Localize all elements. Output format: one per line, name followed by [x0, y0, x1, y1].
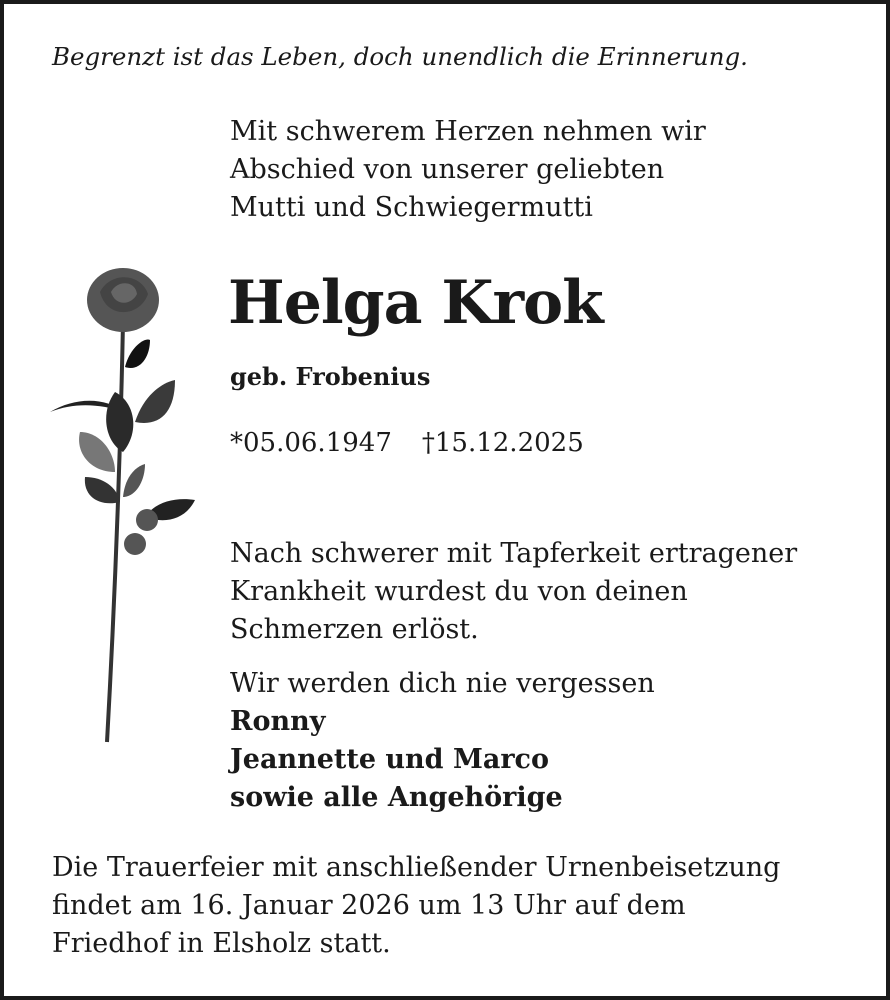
life-dates	[230, 428, 584, 458]
funeral-line: Friedhof in Elsholz statt.	[52, 928, 391, 959]
mourner: Ronny	[230, 706, 326, 737]
illness-line: Schmerzen erlöst.	[230, 614, 479, 645]
death-date: †15.12.2025	[421, 428, 584, 458]
motto: Begrenzt ist das Leben, doch unendlich die Erinnerung.	[52, 42, 748, 71]
intro-line: Mutti und Schwiegermutti	[230, 192, 593, 223]
funeral-line: Die Trauerfeier mit anschließender Urnenbeisetzung	[52, 852, 781, 883]
mourner: sowie alle Angehörige	[230, 782, 563, 813]
illness-line: Krankheit wurdest du von deinen	[230, 576, 688, 607]
illness-text	[230, 535, 797, 649]
rose-icon	[45, 262, 205, 752]
illness-line: Nach schwerer mit Tapferkeit ertragener	[230, 538, 798, 569]
intro-text	[230, 113, 706, 227]
mourner: Jeannette und Marco	[230, 744, 550, 775]
funeral-info	[52, 849, 780, 963]
intro-line: Abschied von unserer geliebten	[230, 154, 665, 185]
funeral-line: findet am 16. Januar 2026 um 13 Uhr auf dem	[52, 890, 686, 921]
mourners-block	[230, 665, 655, 817]
birth-date: *05.06.1947	[230, 428, 392, 458]
maiden-name: geb. Frobenius	[230, 362, 431, 391]
intro-line: Mit schwerem Herzen nehmen wir	[230, 116, 706, 147]
closing-line: Wir werden dich nie vergessen	[230, 668, 655, 699]
deceased-name: Helga Krok	[228, 268, 603, 338]
